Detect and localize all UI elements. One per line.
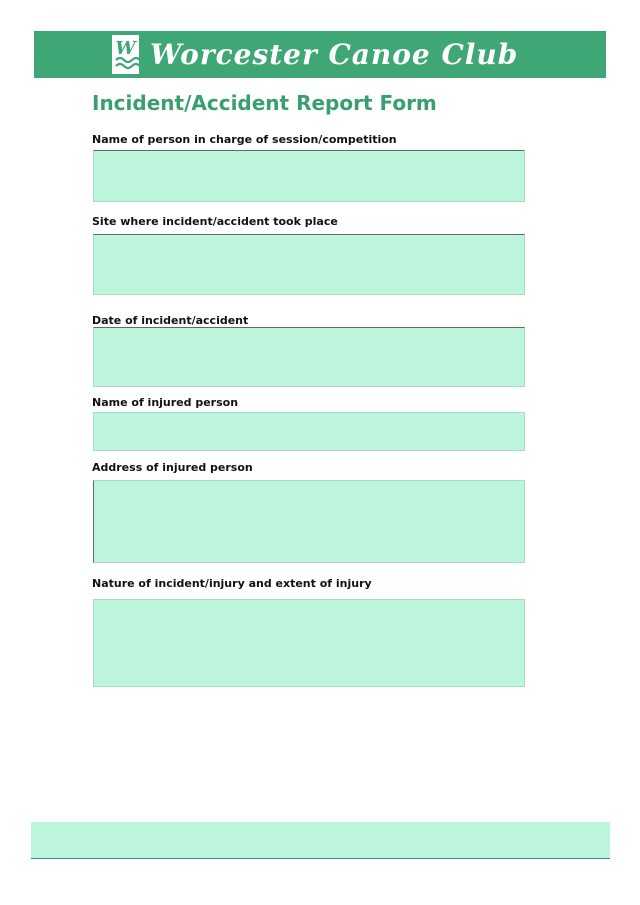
field-label-person-in-charge: Name of person in charge of session/competition xyxy=(92,133,397,146)
field-injured-address[interactable] xyxy=(93,480,525,563)
club-logo xyxy=(112,35,139,74)
field-injured-name[interactable] xyxy=(93,412,525,451)
field-date[interactable] xyxy=(93,327,525,387)
field-label-injured-address: Address of injured person xyxy=(92,461,253,474)
field-label-date: Date of incident/accident xyxy=(92,314,249,327)
field-label-injury-nature: Nature of incident/injury and extent of injury xyxy=(92,577,372,590)
club-name: Worcester Canoe Club xyxy=(150,38,519,71)
field-label-site: Site where incident/accident took place xyxy=(92,215,338,228)
footer-band xyxy=(31,822,610,859)
field-person-in-charge[interactable] xyxy=(93,150,525,202)
field-label-injured-name: Name of injured person xyxy=(92,396,239,409)
logo-letter: W xyxy=(115,38,136,59)
field-injury-nature[interactable] xyxy=(93,599,525,687)
page-title: Incident/Accident Report Form xyxy=(92,91,437,115)
field-site[interactable] xyxy=(93,234,525,295)
